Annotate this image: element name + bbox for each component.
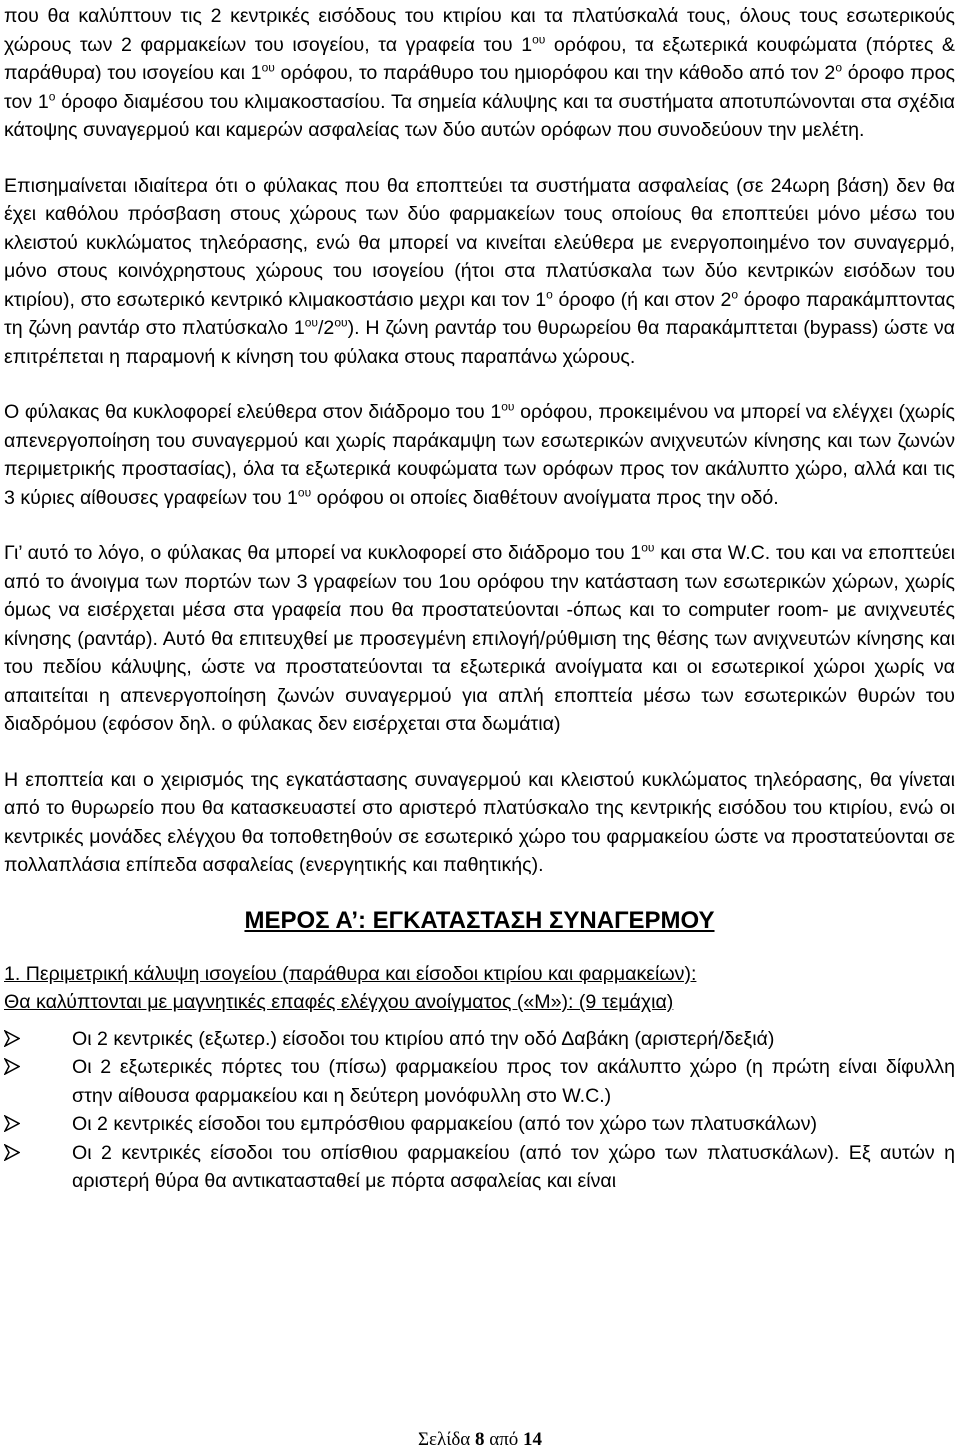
paragraph-coverage: που θα καλύπτουν τις 2 κεντρικές εισόδους του κτιρίου και τα πλατύσκαλά τους, όλους τους εσωτερικούς χώρους των 2 φαρμακείων του ισογείου, τα γραφεία του $1^{o\upsilon}$ ορόφου, τα εξωτερικά κουφώματα (πόρτες & παράθυρα) του ισογείου και $1^{o\upsilon}$ ορόφου, το παράθυρο του ημιορόφου και την κάθοδο από τον $2^o$ όροφο προς τον $1^o$ όροφο διαμέσου του κλιμακοστασίου. Τα σημεία κάλυψης και τα συστήματα αποτυπώνονται στα σχέδια κάτοψης συναγερμού και καμερών ασφαλείας των δύο αυτών ορόφων που συνοδεύουν την μελέτη.: [4, 5, 956, 141]
arrow-bullet-icon: [4, 1053, 34, 1075]
list-item: Οι 2 κεντρικές είσοδοι του εμπρόσθιου φαρμακείου (από τον χώρο των πλατυσκάλων): [4, 1110, 955, 1139]
page-footer: Σελίδα 8 από 14: [417, 1429, 543, 1450]
section-heading: ΜΕΡΟΣ Α’: ΕΓΚΑΤΑΣΤΑΣΗ ΣΥΝΑΓΕΡΜΟΥ: [244, 906, 715, 934]
section-1-subtitle: Θα καλύπτονται με μαγνητικές επαφές ελέγχου ανοίγματος («Μ»): (9 τεμάχια): [4, 991, 674, 1013]
paragraph-supervision: Γι’ αυτό το λόγο, ο φύλακας θα μπορεί να κυκλοφορεί στο διάδρομο του $1^{o\upsilon}$ και στα W.C. του και να εποπτεύει από το άνοιγμα των πορτών των 3 γραφείων του 1ου ορόφου την κατάσταση των εσωτερικών χώρων, χωρίς όμως να εισέρχεται μέσα στα γραφεία που θα προστατεύονται -όπως και το computer room- με ανιχνευτές κίνησης (ραντάρ). Αυτό θα επιτευχθεί με προσεγμένη επιλογή/ρύθμιση της θέσης των ανιχνευτών κίνησης και του πεδίου κάλυψης, ώστε να προστατεύονται τα εξωτερικά ανοίγματα και οι εσωτερικοί χώροι χωρίς να απαιτείται η απενεργοποίηση ζωνών συναγερμού για απλή εποπτεία μέσω των εσωτερικών θυρών του διαδρόμου (εφόσον δηλ. ο φύλακας δεν εισέρχεται στα δωμάτια): [4, 540, 955, 735]
arrow-bullet-icon: [4, 1025, 34, 1047]
list-item: Οι 2 κεντρικές είσοδοι του οπίσθιου φαρμακείου (από τον χώρο των πλατυσκάλων). Εξ αυτών η αριστερή θύρα θα αντικατασταθεί με πόρτα ασφαλείας και είναι: [4, 1139, 955, 1196]
current-page-number: 8: [474, 1429, 485, 1450]
paragraph-guard-corridor: Ο φύλακας θα κυκλοφορεί ελεύθερα στον διάδρομο του $1^{o\upsilon}$ ορόφου, προκειμένου να μπορεί να ελέγχει (χωρίς απενεργοποίηση του συναγερμού και χωρίς παράκαμψη των εσωτερικών ανιχνευτών κίνησης και των ζωνών περιμετρικής προστασίας), όλα τα εξωτερικά κουφώματα των ορόφων προς τον ακάλυπτο χώρο, αλλά και τις 3 κύριες αίθουσες γραφείων του $1^{o\upsilon}$ ορόφου οι οποίες διαθέτουν ανοίγματα προς την οδό.: [4, 399, 955, 509]
paragraph-guard-access: Επισημαίνεται ιδιαίτερα ότι ο φύλακας που θα εποπτεύει τα συστήματα ασφαλείας (σε 24ωρη βάση) δεν θα έχει καθόλου πρόσβαση στους χώρους των δύο φαρμακείων τους οποίους θα εποπτεύει μόνο μέσω του κλειστού κυκλώματος τηλεόρασης, ενώ θα μπορεί να κινείται ελεύθερα με ενεργοποιημένο τον συναγερμό, μόνο στους κοινόχρηστους χώρους του ισογείου (ήτοι στα πλατύσκαλα των δύο κεντρικών εισόδων του κτιρίου), στο εσωτερικό κεντρικό κλιμακοστάσιο μεχρι και τον $1^o$ όροφο (ή και στον $2^o$ όροφο παρακάμπτοντας τη ζώνη ραντάρ στο πλατύσκαλο $1^{o\upsilon}/2^{o\upsilon}$). Η ζώνη ραντάρ του θυρωρείου θα παρακάμπτεται (bypass) ώστε να επιτρέπεται η παραμονή κ κίνηση του φύλακα στους παραπάνω χώρους.: [4, 174, 955, 368]
total-pages-number: 14: [523, 1429, 543, 1450]
section-1-title: 1. Περιμετρική κάλυψη ισογείου (παράθυρα και είσοδοι κτιρίου και φαρμακείων):: [4, 962, 697, 985]
list-item: Οι 2 εξωτερικές πόρτες του (πίσω) φαρμακείου προς τον ακάλυπτο χώρο (η πρώτη είναι δίφυλλη στην αίθουσα φαρμακείου και η δεύτερη μονόφυλλη στο W.C.): [4, 1053, 955, 1110]
list-item: Οι 2 κεντρικές (εξωτερ.) είσοδοι του κτιρίου από την οδό Δαβάκη (αριστερή/δεξιά): [4, 1025, 955, 1054]
section-1: [4, 960, 955, 1196]
document-page: [4, 2, 955, 1196]
arrow-bullet-icon: [4, 1139, 34, 1161]
bullet-list: [4, 1025, 955, 1196]
paragraph-control: Η εποπτεία και ο χειρισμός της εγκατάστασης συναγερμού και κλειστού κυκλώματος τηλεόρασης, θα γίνεται από το θυρωρείο που θα κατασκευαστεί στο αριστερό πλατύσκαλο της κεντρικής εισόδου του κτιρίου, ενώ οι κεντρικές μονάδες ελέγχου θα τοποθετηθούν σε εσωτερικό χώρο του φαρμακείου ώστε να προστατεύονται σε πολλαπλάσια επίπεδα ασφαλείας (ενεργητικής και παθητικής).: [4, 768, 955, 876]
arrow-bullet-icon: [4, 1110, 34, 1132]
